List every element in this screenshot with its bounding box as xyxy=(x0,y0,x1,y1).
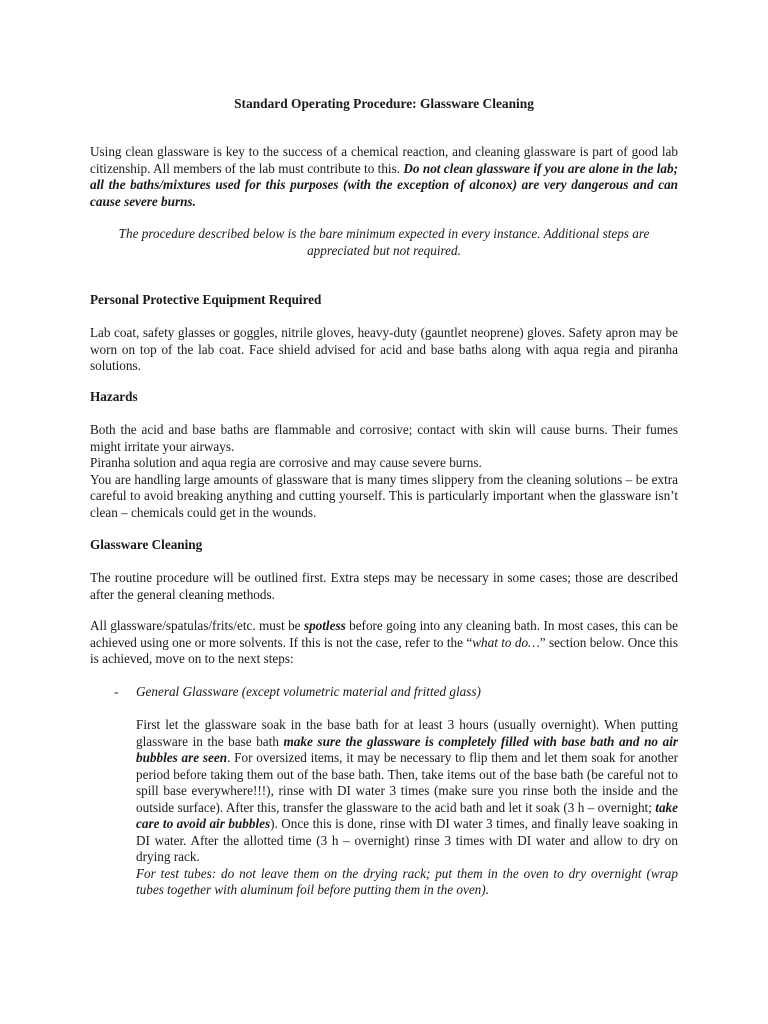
procedure-note: The procedure described below is the bare minimum expected in every instance. Additional steps are appreciated but not required. xyxy=(118,226,650,258)
cleaning-heading: Glassware Cleaning xyxy=(90,537,203,552)
what-to-do-reference: what to do… xyxy=(472,634,540,650)
bullet-general-glassware xyxy=(114,684,674,701)
ppe-heading: Personal Protective Equipment Required xyxy=(90,292,322,307)
page-title: Standard Operating Procedure: Glassware Cleaning xyxy=(234,96,534,111)
hazards-line-1: Both the acid and base baths are flammable and corrosive; contact with skin will cause burns. Their fumes might irritate your airways. xyxy=(90,422,678,454)
hazards-line-2: Piranha solution and aqua regia are corrosive and may cause severe burns. xyxy=(90,455,482,470)
avoid-bubbles-emphasis: take care to avoid air bubbles xyxy=(136,799,678,831)
intro-text: Using clean glassware is key to the success of a chemical reaction, and cleaning glassware is part of good lab citizenship. All members of the lab must contribute to this. xyxy=(90,144,678,176)
bullet-dash: - xyxy=(114,684,119,699)
hazards-heading: Hazards xyxy=(90,389,138,404)
spotless-emphasis: spotless xyxy=(303,618,346,633)
text-run: First let the glassware soak in the base bath for at least 3 hours (usually overnight). When putting glassware in the base bath xyxy=(136,717,678,749)
cleaning-spotless-paragraph xyxy=(90,618,678,668)
text-run: . For oversized items, it may be necessary to flip them and let them soak for another period before taking them out of the base bath. Then, take items out of the base bath (be careful not to spill base everywhere!!!), rinse with DI water 3 times (make sure you rinse both the inside and the outside surface). After this, transfer the glassware to the acid bath and let it soak (3 h – overnight; xyxy=(136,750,678,815)
bubbles-warning: make sure the glassware is completely filled with base bath and no air bubbles are seen xyxy=(136,733,678,765)
cleaning-intro: The routine procedure will be outlined first. Extra steps may be necessary in some cases; those are described after the general cleaning methods. xyxy=(90,570,678,602)
text-run: ). Once this is done, rinse with DI water 3 times, and finally leave soaking in DI water. After the allotted time (3 h – overnight) rinse 3 times with DI water and allow to dry on drying rack. xyxy=(136,816,678,864)
text-run: All glassware/spatulas/frits/etc. must be xyxy=(90,618,304,633)
hazards-body xyxy=(90,422,678,521)
text-run: before going into any cleaning bath. In most cases, this can be achieved using one or more solvents. If this is not the case, refer to the “ xyxy=(90,618,678,650)
intro-warning: Do not clean glassware if you are alone in the lab; all the baths/mixtures used for this purposes (with the exception of alconox) are very dangerous and can cause severe burns. xyxy=(90,160,678,209)
test-tubes-note: For test tubes: do not leave them on the drying rack; put them in the oven to dry overnight (wrap tubes together with aluminum foil before putting them in the oven). xyxy=(136,865,678,897)
general-glassware-procedure xyxy=(136,717,678,899)
hazards-line-3: You are handling large amounts of glassware that is many times slippery from the cleaning solutions – be extra careful to avoid breaking anything and cutting yourself. This is particularly important when the glassware isn’t clean – chemicals could get in the wounds. xyxy=(90,471,678,520)
text-run: ” section below. Once this is achieved, move on to the next steps: xyxy=(90,634,678,666)
ppe-text: Lab coat, safety glasses or goggles, nitrile gloves, heavy-duty (gauntlet neoprene) gloves. Safety apron may be worn on top of the lab coat. Face shield advised for acid and base baths along with aqua regia and piranha solutions. xyxy=(90,325,678,373)
bullet-label: General Glassware (except volumetric material and fritted glass) xyxy=(136,684,481,699)
intro-paragraph xyxy=(90,144,678,210)
